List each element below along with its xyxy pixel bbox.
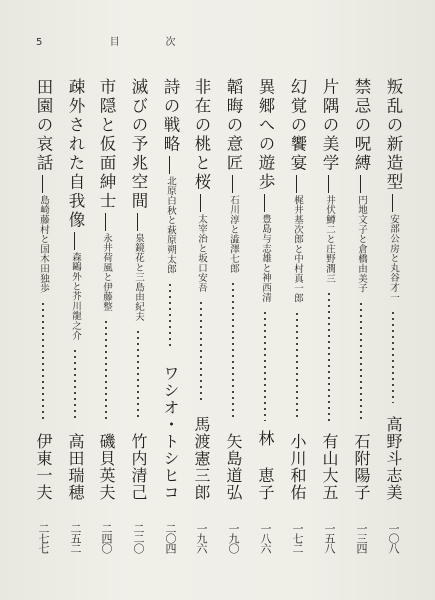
entry-page-number: 二五二 xyxy=(69,523,82,553)
toc-entry[interactable] xyxy=(252,78,278,553)
entry-subtitle: 森鷗外と芥川龍之介 xyxy=(70,252,81,341)
entry-title: 非在の桃と桜 xyxy=(192,78,211,192)
entry-title: 片隅の美学 xyxy=(320,78,339,173)
entry-subtitle: 島崎藤村と国木田独歩 xyxy=(38,195,49,293)
entry-author: 磯貝英夫 xyxy=(97,433,116,501)
leader-dots xyxy=(105,319,107,421)
entry-dash xyxy=(169,156,170,174)
toc-entry[interactable] xyxy=(188,78,214,553)
page-folio: 5 xyxy=(36,37,45,48)
entry-title: 幻覚の饗宴 xyxy=(288,78,307,173)
page-header xyxy=(36,33,194,48)
entry-page-number: 二四〇 xyxy=(100,523,113,553)
entry-dash xyxy=(200,194,201,212)
entry-author: ワシオ・トシヒコ xyxy=(161,365,180,501)
entry-title: 禁忌の呪縛 xyxy=(352,78,371,173)
entry-title: 田園の哀話 xyxy=(34,78,53,173)
entry-page-number: 一九六 xyxy=(195,523,208,553)
entry-author: 小川和佑 xyxy=(288,433,307,501)
entry-dash xyxy=(264,194,265,212)
toc-entry[interactable] xyxy=(348,78,374,553)
entry-author: 高野斗志美 xyxy=(384,416,403,501)
entry-page-number: 一九〇 xyxy=(227,523,240,553)
toc-entry[interactable] xyxy=(380,78,406,553)
entry-title: 叛乱の新造型 xyxy=(384,78,403,192)
entry-dash xyxy=(42,175,43,193)
entry-author: 伊東一夫 xyxy=(34,433,53,501)
entry-subtitle: 井伏鱒二と庄野潤三 xyxy=(324,195,335,284)
entry-subtitle: 永井荷風と伊藤整 xyxy=(101,233,112,312)
leader-dots xyxy=(137,329,139,421)
entry-dash xyxy=(392,194,393,212)
leader-dots xyxy=(42,301,44,421)
toc-entry[interactable] xyxy=(284,78,310,553)
leader-dots xyxy=(360,301,362,421)
entry-subtitle: 石川淳と澁澤七郎 xyxy=(228,195,239,274)
entry-page-number: 二二〇 xyxy=(132,523,145,553)
entry-page-number: 一五八 xyxy=(323,523,336,553)
toc-entry[interactable] xyxy=(93,78,119,553)
toc-entry[interactable] xyxy=(30,78,56,553)
toc-entry[interactable] xyxy=(157,78,183,553)
entry-title: 疎外された自我像 xyxy=(66,78,85,230)
entry-page-number: 一三四 xyxy=(355,523,368,553)
entry-title: 滅びの予兆空間 xyxy=(129,78,148,211)
entry-dash xyxy=(232,175,233,193)
entry-page-number: 一七二 xyxy=(291,523,304,553)
entry-subtitle: 円地文子と倉橋由美子 xyxy=(356,195,367,293)
entry-author: 有山大五 xyxy=(320,433,339,501)
entry-dash xyxy=(74,232,75,250)
entry-page-number: 二〇四 xyxy=(164,523,177,553)
leader-dots xyxy=(392,310,394,403)
leader-dots xyxy=(296,311,298,421)
entry-dash xyxy=(105,213,106,231)
entry-author: 林 恵子 xyxy=(256,430,275,501)
entry-title: 異郷への遊歩 xyxy=(256,78,275,192)
leader-dots xyxy=(232,281,234,421)
entry-page-number: 一八六 xyxy=(259,523,272,553)
toc-entry[interactable] xyxy=(316,78,342,553)
entry-page-number: 二七七 xyxy=(37,523,50,553)
entry-dash xyxy=(296,175,297,193)
entry-author: 矢島道弘 xyxy=(224,433,243,501)
entry-dash xyxy=(137,213,138,231)
toc-entry[interactable] xyxy=(220,78,246,553)
entry-title: 市隠と仮面紳士 xyxy=(97,78,116,211)
entry-subtitle: 太宰治と坂口安吾 xyxy=(196,214,207,293)
entry-subtitle: 安部公房と丸谷才一 xyxy=(388,214,399,303)
entry-dash xyxy=(328,175,329,193)
entry-dash xyxy=(360,175,361,193)
entry-title: 韜晦の意匠 xyxy=(224,78,243,173)
toc-heading: 目 次 xyxy=(109,37,194,48)
entry-title: 詩の戦略 xyxy=(161,78,180,154)
entry-author: 高田瑞穂 xyxy=(66,433,85,501)
entry-subtitle: 梶井基次郎と中村真一郎 xyxy=(292,195,303,303)
entry-author: 馬渡憲三郎 xyxy=(192,416,211,501)
entry-subtitle: 泉鏡花と三島由紀夫 xyxy=(133,233,144,322)
leader-dots xyxy=(74,348,76,421)
toc-entry[interactable] xyxy=(125,78,151,553)
entry-author: 石附陽子 xyxy=(352,433,371,501)
toc-entries xyxy=(36,78,404,553)
entry-page-number: 一〇八 xyxy=(387,523,400,553)
leader-dots xyxy=(264,310,266,421)
entry-subtitle: 北原白秋と萩原朔太郎 xyxy=(165,176,176,274)
leader-dots xyxy=(169,282,171,349)
entry-author: 竹内清己 xyxy=(129,433,148,501)
leader-dots xyxy=(328,291,330,421)
toc-entry[interactable] xyxy=(62,78,88,553)
entry-subtitle: 豊島与志雄と神西清 xyxy=(260,214,271,303)
leader-dots xyxy=(200,300,202,403)
